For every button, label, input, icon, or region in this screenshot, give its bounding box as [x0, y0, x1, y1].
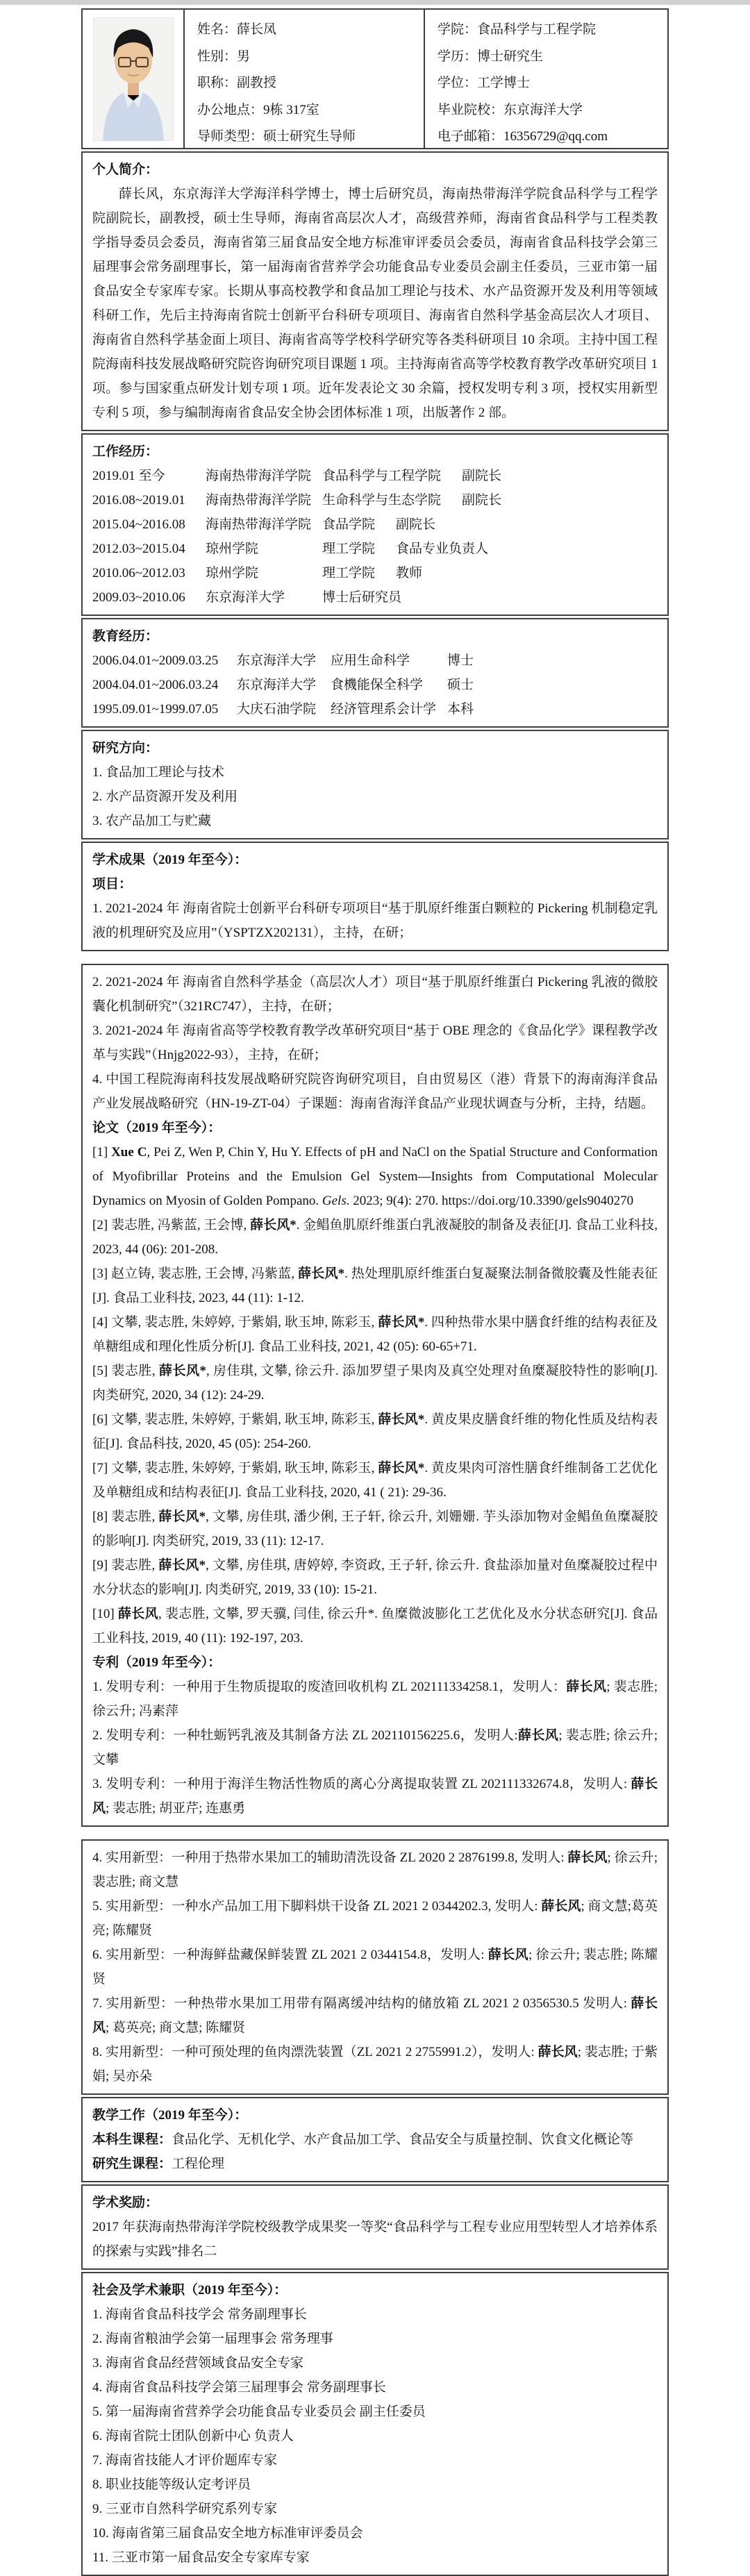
work-experience-section	[81, 433, 669, 616]
paper-item: [1] Xue C, Pei Z, Wen P, Chin Y, Hu Y. Effects of pH and NaCl on the Spatial Structure and Conformation of Myofibrillar Proteins and the Emulsion Gel System—Insights from Computational Molecular Dynamics on Myosin of Golden Pompano. Gels. 2023; 9(4): 270. https://doi.org/10.3390/gels9040270	[92, 1145, 658, 1208]
profile-header-section	[81, 8, 669, 149]
profile-info-left	[185, 10, 425, 148]
social-post-item: 6. 海南省院士团队创新中心 负责人	[92, 2429, 294, 2443]
work-row: 2009.03~2010.06 东京海洋大学 博士后研究员	[92, 590, 402, 605]
page-top-divider	[0, 0, 750, 5]
project-item: 3. 2021-2024 年 海南省高等学校教育教学改革研究项目“基于 OBE 理念的《食品化学》课程教学改革与实践”（Hnjg2022-93），主持，在研；	[92, 1023, 658, 1062]
patent-item: 6. 实用新型：一种海鲜盐藏保鲜装置 ZL 2021 2 0344154.8，发明人: 薛长风; 徐云升; 裴志胜; 陈耀贤	[92, 1948, 658, 1987]
intro-section	[81, 151, 669, 431]
paper-item: [10] 薛长风, 裴志胜, 文攀, 罗天骥, 闫佳, 徐云升*. 鱼糜微波膨化工艺优化及水分状态研究[J]. 食品工业科技, 2019, 40 (11): 192-197, 203.	[92, 1607, 658, 1646]
paper-item: [4] 文攀, 裴志胜, 朱婷婷, 于紫娟, 耿玉坤, 陈彩玉, 薛长风*. 四种热带水果中膳食纤维的结构表征及单糖组成和理化性质分析[J]. 食品工业科技, 2021, 42 (05): 60-65+71.	[92, 1315, 658, 1354]
social-post-item: 8. 职业技能等级认定考评员	[92, 2477, 251, 2492]
social-post-item: 7. 海南省技能人才评价题库专家	[92, 2453, 278, 2468]
paper-item: [6] 文攀, 裴志胜, 朱婷婷, 于紫娟, 耿玉坤, 陈彩玉, 薛长风*. 黄皮果皮膳食纤维的物化性质及结构表征[J]. 食品科技, 2020, 45 (05): 254-260.	[92, 1412, 658, 1451]
projects-label: 项目：	[92, 877, 133, 892]
paper-item: [9] 裴志胜, 薛长风*, 文攀, 房佳琪, 唐婷婷, 李资政, 王子轩, 徐云升. 食盐添加量对鱼糜凝胶过程中水分状态的影响[J]. 肉类研究, 2019, 33 (10): 15-21.	[92, 1558, 658, 1597]
awards-section	[81, 2184, 669, 2270]
education-field: 学历：博士研究生	[438, 49, 544, 64]
education-row: 2004.04.01~2006.03.24 东京海洋大学 食機能保全科学 硕士	[92, 678, 474, 692]
gender-field: 性别：男	[197, 49, 251, 64]
social-posts-title: 社会及学术兼职（2019 年至今）：	[92, 2283, 288, 2298]
social-post-item: 1. 海南省食品科技学会 常务副理事长	[92, 2307, 307, 2322]
social-post-item: 4. 海南省食品科技学会第三届理事会 常务副理事长	[92, 2380, 386, 2395]
education-title: 教育经历：	[92, 629, 159, 644]
research-item: 2. 水产品资源开发及利用	[92, 789, 238, 804]
project-item: 2. 2021-2024 年 海南省自然科学基金（高层次人才）项目“基于肌原纤维蛋白 Pickering 乳液的微胶囊化机制研究”（321RC747），主持，在研；	[92, 975, 658, 1014]
social-posts-section	[81, 2272, 669, 2576]
faculty-profile-document	[81, 8, 669, 2576]
social-post-item: 2. 海南省粮油学会第一届理事会 常务理事	[92, 2332, 333, 2346]
award-item: 2017 年获海南热带海洋学院校级教学成果奖一等奖“食品科学与工程专业应用型转型人才培养体系的探索与实践”排名二	[92, 2220, 658, 2259]
name-field: 姓名：薛长凤	[197, 22, 277, 37]
alma-mater-field: 毕业院校：东京海洋大学	[438, 102, 583, 117]
title-field: 职称：副教授	[197, 76, 277, 90]
paper-item: [8] 裴志胜, 薛长风*, 文攀, 房佳琪, 潘少俐, 王子轩, 徐云升, 刘姗姗. 芋头添加物对金鲳鱼鱼糜凝胶的影响[J]. 肉类研究, 2019, 33 (11): 12-17.	[92, 1509, 658, 1548]
paper-item: [3] 赵立铸, 裴志胜, 王会博, 冯紫蓝, 薛长风*. 热处理肌原纤维蛋白复凝聚法制备微胶囊及性能表征[J]. 食品工业科技, 2023, 44 (11): 1-12.	[92, 1266, 658, 1305]
profile-photo	[93, 17, 174, 141]
work-row: 2012.03~2015.04 琼州学院 理工学院 食品专业负责人	[92, 542, 489, 556]
intro-title: 个人简介：	[92, 162, 159, 177]
education-section	[81, 618, 669, 728]
achievements-section	[81, 842, 669, 951]
patent-item: 4. 实用新型：一种用于热带水果加工的辅助清洗设备 ZL 2020 2 2876199.8, 发明人: 薛长风; 徐云升; 裴志胜; 商文慧	[92, 1850, 658, 1889]
education-row: 1995.09.01~1999.07.05 大庆石油学院 经济管理系会计学 本科	[92, 702, 474, 717]
work-experience-title: 工作经历：	[92, 444, 159, 459]
profile-info-right	[425, 10, 667, 148]
research-directions-title: 研究方向：	[92, 741, 159, 755]
project-item: 4. 中国工程院海南科技发展战略研究院咨询研究项目，自由贸易区（港）背景下的海南海洋食品产业发展战略研究（HN-19-ZT-04）子课题：海南省海洋食品产业现状调查与分析，主持，结题。	[92, 1072, 658, 1111]
research-item: 3. 农产品加工与贮藏	[92, 814, 212, 828]
paper-item: [2] 裴志胜, 冯紫蓝, 王会博, 薛长风*. 金鲳鱼肌原纤维蛋白乳液凝胶的制备及表征[J]. 食品工业科技, 2023, 44 (06): 201-208.	[92, 1218, 658, 1257]
education-row: 2006.04.01~2009.03.25 东京海洋大学 应用生命科学 博士	[92, 653, 474, 668]
undergrad-courses: 本科生课程：食品化学、无机化学、水产食品加工学、食品安全与质量控制、饮食文化概论等	[92, 2132, 634, 2147]
patent-item: 8. 实用新型：一种可预处理的鱼肉漂洗装置（ZL 2021 2 2755991.2），发明人: 薛长风; 裴志胜; 于紫娟; 吴亦朵	[92, 2045, 658, 2084]
office-field: 办公地点：9栋 317室	[197, 102, 319, 117]
grad-courses: 研究生课程：工程伦理	[92, 2157, 225, 2171]
work-row: 2015.04~2016.08 海南热带海洋学院 食品学院 副院长	[92, 517, 436, 532]
papers-title: 论文（2019 年至今）：	[92, 1121, 222, 1135]
patent-item: 1. 发明专利：一种用于生物质提取的废渣回收机构 ZL 202111334258.1，发明人：薛长风; 裴志胜; 徐云升; 冯素萍	[92, 1680, 658, 1718]
patent-item: 7. 实用新型：一种热带水果加工用带有隔离缓冲结构的储放箱 ZL 2021 2 0356530.5 发明人: 薛长风; 葛英亮; 商文慧; 陈耀贤	[92, 1996, 658, 2035]
social-post-item: 5. 第一届海南省营养学会功能食品专业委员会 副主任委员	[92, 2404, 426, 2419]
mentor-type-field: 导师类型：硕士研究生导师	[197, 129, 356, 144]
utility-patents-section	[81, 1839, 669, 2095]
email-field: 电子邮箱：16356729@qq.com	[438, 129, 608, 144]
work-row: 2016.08~2019.01 海南热带海洋学院 生命科学与生态学院 副院长	[92, 493, 502, 508]
social-post-item: 11. 三亚市第一届食品安全专家库专家	[92, 2550, 310, 2565]
patent-item: 2. 发明专利：一种牡蛎钙乳液及其制备方法 ZL 202110156225.6，发明人:薛长风; 裴志胜; 徐云升; 文攀	[92, 1728, 658, 1767]
patent-item: 3. 发明专利：一种用于海洋生物活性物质的离心分离提取装置 ZL 202111332674.8，发明人: 薛长风; 裴志胜; 胡亚芹; 连惠勇	[92, 1777, 658, 1816]
paper-item: [7] 文攀, 裴志胜, 朱婷婷, 于紫娟, 耿玉坤, 陈彩玉, 薛长风*. 黄皮果肉可溶性膳食纤维制备工艺优化及单糖组成和结构表征[J]. 食品工业科技, 2020, 41 ( 21): 29-36.	[92, 1461, 658, 1500]
paper-item: [5] 裴志胜, 薛长风*, 房佳琪, 文攀, 徐云升. 添加罗望子果肉及真空处理对鱼糜凝胶特性的影响[J]. 肉类研究, 2020, 34 (12): 24-29.	[92, 1364, 658, 1403]
project-item: 1. 2021-2024 年 海南省院士创新平台科研专项项目“基于肌原纤维蛋白颗粒的 Pickering 机制稳定乳液的机理研究及应用”（YSPTZX202131），主持，在研；	[92, 901, 658, 940]
degree-field: 学位：工学博士	[438, 76, 531, 90]
photo-cell	[83, 10, 185, 148]
papers-patents-section	[81, 964, 669, 1827]
research-item: 1. 食品加工理论与技术	[92, 765, 225, 780]
achievements-title: 学术成果（2019 年至今）：	[92, 853, 248, 867]
teaching-section	[81, 2097, 669, 2182]
social-post-item: 3. 海南省食品经营领域食品安全专家	[92, 2356, 304, 2370]
research-directions-section	[81, 730, 669, 839]
college-field: 学院：食品科学与工程学院	[438, 22, 597, 37]
work-row: 2010.06~2012.03 琼州学院 理工学院 教师	[92, 566, 423, 580]
patent-item: 5. 实用新型：一种水产品加工用下脚料烘干设备 ZL 2021 2 0344202.3, 发明人: 薛长风; 商文慧;葛英亮; 陈耀贤	[92, 1899, 658, 1938]
awards-title: 学术奖励：	[92, 2196, 159, 2210]
intro-paragraph: 薛长风，东京海洋大学海洋科学博士，博士后研究员，海南热带海洋学院食品科学与工程学院副院长，副教授，硕士生导师，海南省高层次人才，高级营养师，海南省食品科学与工程类教学指导委员会委员，海南省第三届食品安全地方标准审评委员会委员，海南省食品科技学会第三届理事会常务副理事长，第一届海南省营养学会功能食品专业委员会副主任委员，三亚市第一届食品安全专家库专家。长期从事高校教学和食品加工理论与技术、水产品资源开发及利用等领域科研工作，先后主持海南省院士创新平台科研专项项目、海南省自然科学基金高层次人才项目、海南省自然科学基金面上项目、海南省高等学校科学研究等各类科研项目 10 余项。主持中国工程院海南科技发展战略研究院咨询研究项目课题 1 项。主持海南省高等学校教育教学改革研究项目 1 项。参与国家重点研发计划专项 1 项。近年发表论文 30 余篇，授权发明专利 3 项，授权实用新型专利 5 项，参与编制海南省食品安全协会团体标准 1 项，出版著作 2 部。	[92, 187, 658, 420]
work-row: 2019.01 至今 海南热带海洋学院 食品科学与工程学院 副院长	[92, 469, 502, 483]
teaching-title: 教学工作（2019 年至今）：	[92, 2108, 248, 2123]
social-post-item: 9. 三亚市自然科学研究系列专家	[92, 2502, 278, 2516]
patents-title: 专利（2019 年至今）：	[92, 1655, 222, 1670]
social-post-item: 10. 海南省第三届食品安全地方标准审评委员会	[92, 2526, 363, 2541]
